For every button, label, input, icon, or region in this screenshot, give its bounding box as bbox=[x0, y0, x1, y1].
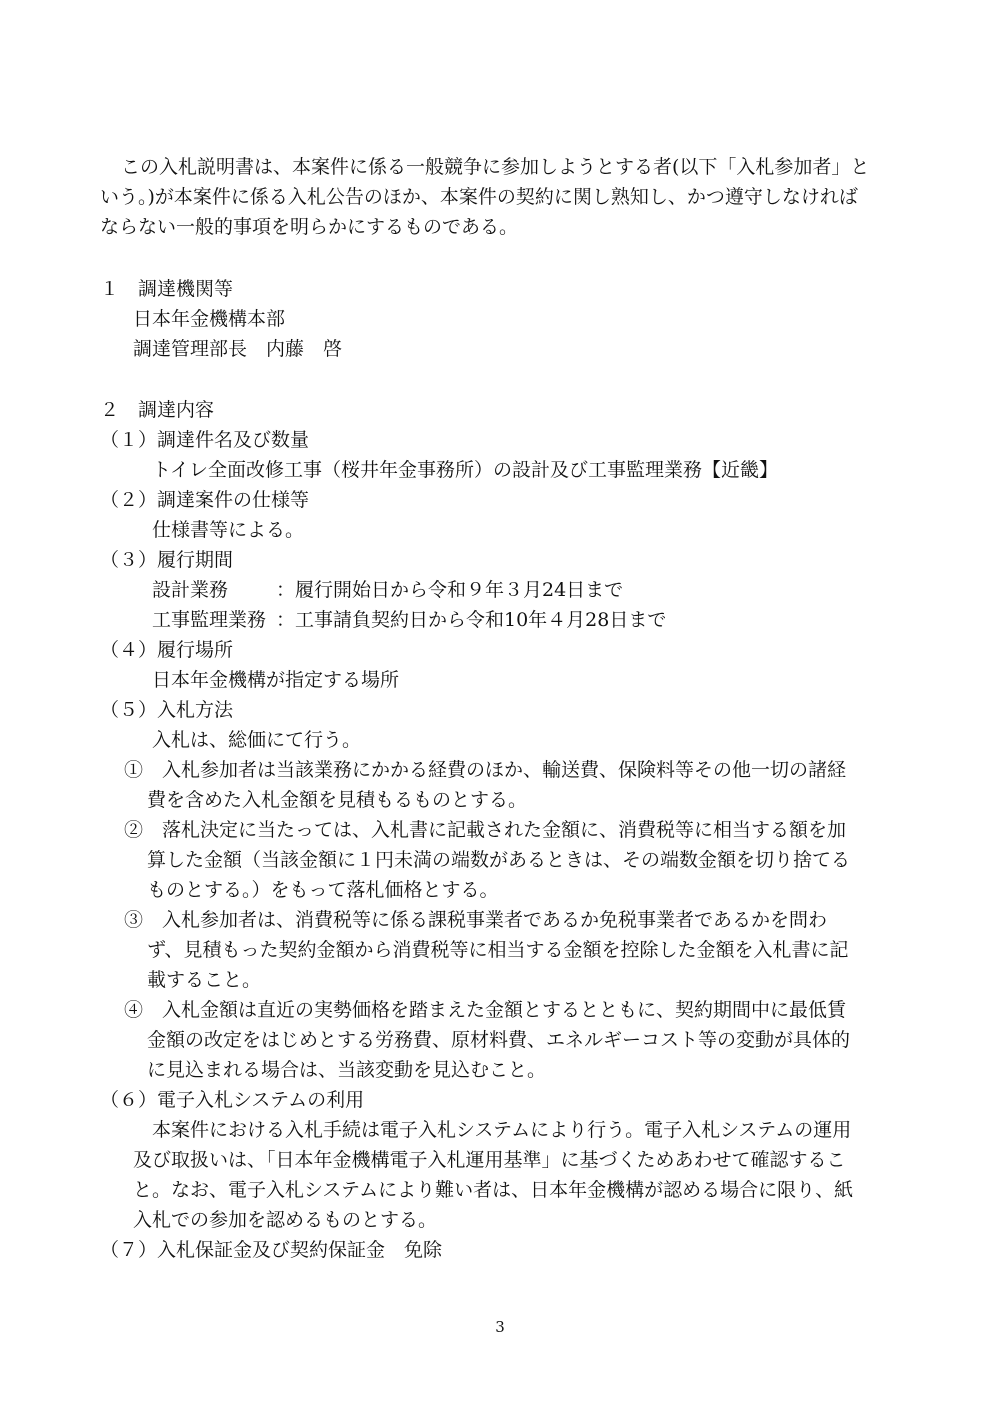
bid-method-point: 算した金額（当該金額に１円未満の端数があるときは、その端数金額を切り捨てる bbox=[147, 849, 851, 871]
item-heading: （３）履行期間 bbox=[100, 549, 234, 571]
bid-method-point: ② 落札決定に当たっては、入札書に記載された金額に、消費税等に相当する額を加 bbox=[124, 819, 847, 841]
item-heading: （２）調達案件の仕様等 bbox=[100, 489, 310, 511]
bid-method-point: ① 入札参加者は当該業務にかかる経費のほか、輸送費、保険料等その他一切の諸経 bbox=[124, 759, 847, 781]
page-number: 3 bbox=[495, 1318, 505, 1336]
bid-method-point: 費を含めた入札金額を見積もるものとする。 bbox=[147, 789, 528, 811]
bid-method-point: ものとする。）をもって落札価格とする。 bbox=[147, 879, 499, 901]
agency-name: 日本年金機構本部 bbox=[133, 308, 286, 330]
bid-method-point: 載すること。 bbox=[147, 969, 262, 991]
bid-method-point: ず、見積もった契約金額から消費税等に相当する金額を控除した金額を入札書に記 bbox=[147, 939, 849, 961]
item-body: と。なお、電子入札システムにより難い者は、日本年金機構が認める場合に限り、紙 bbox=[133, 1179, 854, 1201]
item-heading: （７）入札保証金及び契約保証金 免除 bbox=[100, 1239, 443, 1261]
item-heading: （６）電子入札システムの利用 bbox=[100, 1089, 365, 1111]
item-heading: （５）入札方法 bbox=[100, 699, 234, 721]
item-body: 本案件における入札手続は電子入札システムにより行う。電子入札システムの運用 bbox=[152, 1119, 852, 1141]
intro-line: この入札説明書は、本案件に係る一般競争に参加しようとする者(以下「入札参加者」と bbox=[102, 156, 870, 178]
intro-line: ならない一般的事項を明らかにするものである。 bbox=[100, 216, 519, 238]
section-heading: １ 調達機関等 bbox=[100, 278, 234, 300]
bid-method-point: ④ 入札金額は直近の実勢価格を踏まえた金額とするとともに、契約期間中に最低賃 bbox=[124, 999, 847, 1021]
period-supervision-label: 工事監理業務 bbox=[152, 609, 267, 631]
item-body: 入札は、総価にて行う。 bbox=[152, 729, 362, 751]
item-body: 入札での参加を認めるものとする。 bbox=[133, 1209, 438, 1231]
section-heading: ２ 調達内容 bbox=[100, 399, 215, 421]
bid-method-point: ③ 入札参加者は、消費税等に係る課税事業者であるか免税事業者であるかを問わ bbox=[124, 909, 828, 931]
item-heading: （４）履行場所 bbox=[100, 639, 234, 661]
item-body: 仕様書等による。 bbox=[152, 519, 305, 541]
item-body: 日本年金機構が指定する場所 bbox=[152, 669, 400, 691]
period-supervision-value: ：工事請負契約日から令和10年４月28日まで bbox=[276, 609, 667, 631]
procurement-officer: 調達管理部長 内藤 啓 bbox=[133, 338, 343, 360]
item-body: トイレ全面改修工事（桜井年金事務所）の設計及び工事監理業務【近畿】 bbox=[152, 459, 779, 481]
period-design-value: ：履行開始日から令和９年３月24日まで bbox=[276, 579, 624, 601]
bid-method-point: に見込まれる場合は、当該変動を見込むこと。 bbox=[147, 1059, 547, 1081]
item-body: 及び取扱いは、「日本年金機構電子入札運用基準」に基づくためあわせて確認するこ bbox=[133, 1149, 846, 1171]
item-heading: （１）調達件名及び数量 bbox=[100, 429, 310, 451]
period-design-label: 設計業務 bbox=[152, 579, 229, 601]
bid-method-point: 金額の改定をはじめとする労務費、原材料費、エネルギーコスト等の変動が具体的 bbox=[147, 1029, 851, 1051]
intro-line: いう。)が本案件に係る入札公告のほか、本案件の契約に関し熟知し、かつ遵守しなければ bbox=[100, 186, 858, 208]
